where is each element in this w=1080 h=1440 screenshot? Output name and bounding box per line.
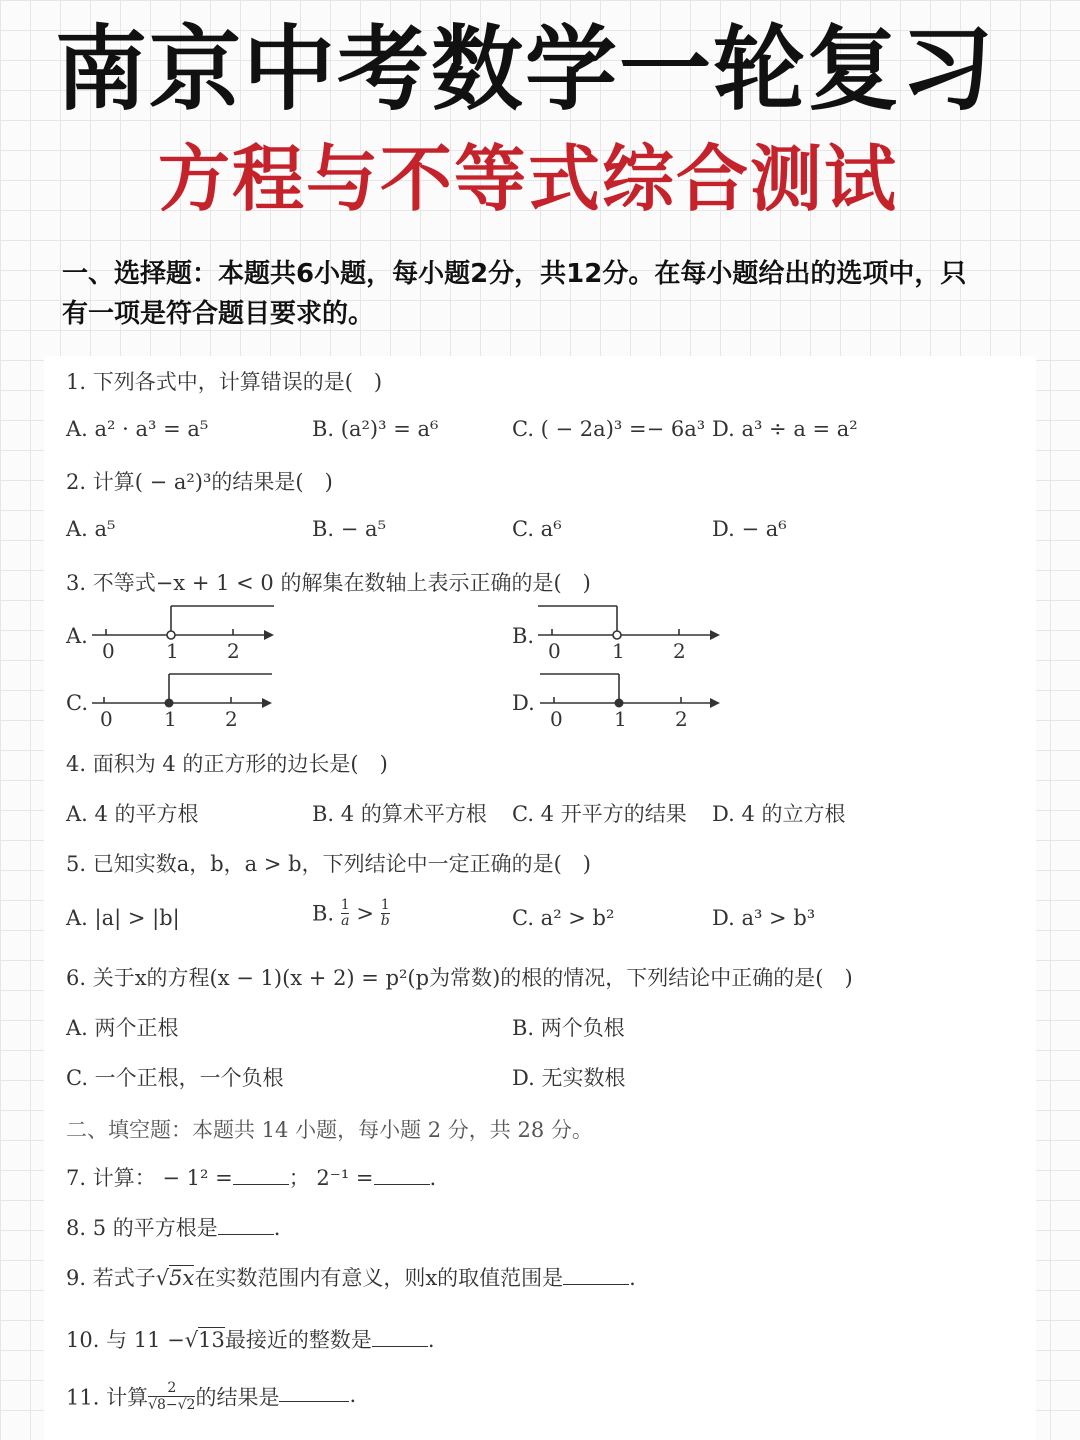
q2-option-c: C. a⁶ [512, 517, 562, 541]
q6-option-d: D. 无实数根 [512, 1066, 626, 1090]
page-title: 南京中考数学一轮复习 [54, 16, 995, 123]
tick-0: 0 [550, 707, 563, 731]
q1-option-c: C. ( − 2a)³ =− 6a³ [512, 417, 706, 441]
q1-option-a: A. a² · a³ = a⁵ [66, 417, 209, 441]
q4-stem: 4. 面积为 4 的正方形的边长是( ) [66, 752, 388, 776]
q3-numberline-b [534, 600, 734, 666]
q6-option-a: A. 两个正根 [66, 1016, 179, 1040]
fraction-1-over-a: $\frac{1}{a}$ [340, 897, 350, 929]
tick-2: 2 [673, 639, 686, 663]
radicand: 13 [198, 1328, 225, 1352]
q4-option-b: B. 4 的算术平方根 [312, 802, 487, 826]
radicand: 5x [169, 1266, 195, 1290]
page-subtitle: 方程与不等式综合测试 [157, 137, 898, 221]
q11: 11. 计算 $\frac{2}{√8-√2}$ 的结果是 . [66, 1380, 357, 1413]
q4-option-a: A. 4 的平方根 [66, 802, 199, 826]
q6-option-c: C. 一个正根，一个负根 [66, 1066, 284, 1090]
answer-blank [218, 1216, 274, 1235]
tick-2: 2 [675, 707, 688, 731]
answer-blank [279, 1383, 349, 1402]
q7: 7. 计算： − 1² = ； 2⁻¹ = . [66, 1166, 437, 1190]
tick-0: 0 [102, 639, 115, 663]
q3-numberline-d [536, 668, 736, 734]
q3-stem: 3. 不等式−x + 1 < 0 的解集在数轴上表示正确的是( ) [66, 571, 591, 595]
q10: 10. 与 11 −√13最接近的整数是 . [66, 1328, 435, 1352]
q3-label-c: C. [66, 691, 88, 715]
tick-2: 2 [225, 707, 238, 731]
section1-intro [62, 254, 1022, 334]
sqrt-sign: √ [184, 1328, 199, 1352]
q3-numberline-c [88, 668, 288, 734]
q9: 9. 若式子√5x在实数范围内有意义，则x的取值范围是 . [66, 1266, 636, 1290]
sqrt-sign: √ [155, 1266, 170, 1290]
tick-1: 1 [166, 639, 179, 663]
tick-1: 1 [164, 707, 177, 731]
q3-label-d: D. [512, 691, 535, 715]
q3-numberline-a [88, 600, 288, 666]
q5-option-b: B. $\frac{1}{a}$ > $\frac{1}{b}$ [312, 897, 390, 929]
intro-line-1: 一、选择题：本题共6小题，每小题2分，共12分。在每小题给出的选项中，只 [62, 259, 967, 289]
q3-label-a: A. [66, 624, 88, 648]
tick-1: 1 [612, 639, 625, 663]
q6-option-b: B. 两个负根 [512, 1016, 625, 1040]
tick-1: 1 [614, 707, 627, 731]
q5-option-d: D. a³ > b³ [712, 906, 816, 930]
q2-option-b: B. − a⁵ [312, 517, 386, 541]
tick-0: 0 [100, 707, 113, 731]
q5-option-c: C. a² > b² [512, 906, 615, 930]
q3-label-b: B. [512, 624, 535, 648]
answer-blank [233, 1166, 289, 1185]
q4-option-d: D. 4 的立方根 [712, 802, 846, 826]
q6-stem: 6. 关于x的方程(x − 1)(x + 2) = p²(p为常数)的根的情况，下列结论中正确的是( ) [66, 966, 853, 990]
section2-heading: 二、填空题：本题共 14 小题，每小题 2 分，共 28 分。 [66, 1118, 593, 1142]
q5-option-a: A. |a| > |b| [66, 906, 180, 930]
tick-0: 0 [548, 639, 561, 663]
q1-stem: 1. 下列各式中，计算错误的是( ) [66, 370, 383, 394]
q1-option-b: B. (a²)³ = a⁶ [312, 417, 439, 441]
answer-blank [374, 1166, 430, 1185]
q4-option-c: C. 4 开平方的结果 [512, 802, 687, 826]
answer-blank [372, 1328, 428, 1347]
q8: 8. 5 的平方根是 . [66, 1216, 281, 1240]
tick-2: 2 [227, 639, 240, 663]
q2-option-d: D. − a⁶ [712, 517, 787, 541]
intro-line-2: 有一项是符合题目要求的。 [62, 299, 375, 329]
fraction-2-over-root-diff: $\frac{2}{√8-√2}$ [148, 1380, 196, 1413]
fraction-1-over-b: $\frac{1}{b}$ [380, 897, 390, 929]
answer-blank [563, 1266, 629, 1285]
q1-option-d: D. a³ ÷ a = a² [712, 417, 858, 441]
q5-stem: 5. 已知实数a，b，a > b，下列结论中一定正确的是( ) [66, 852, 591, 876]
q2-stem: 2. 计算( − a²)³的结果是( ) [66, 470, 333, 494]
q2-option-a: A. a⁵ [66, 517, 116, 541]
